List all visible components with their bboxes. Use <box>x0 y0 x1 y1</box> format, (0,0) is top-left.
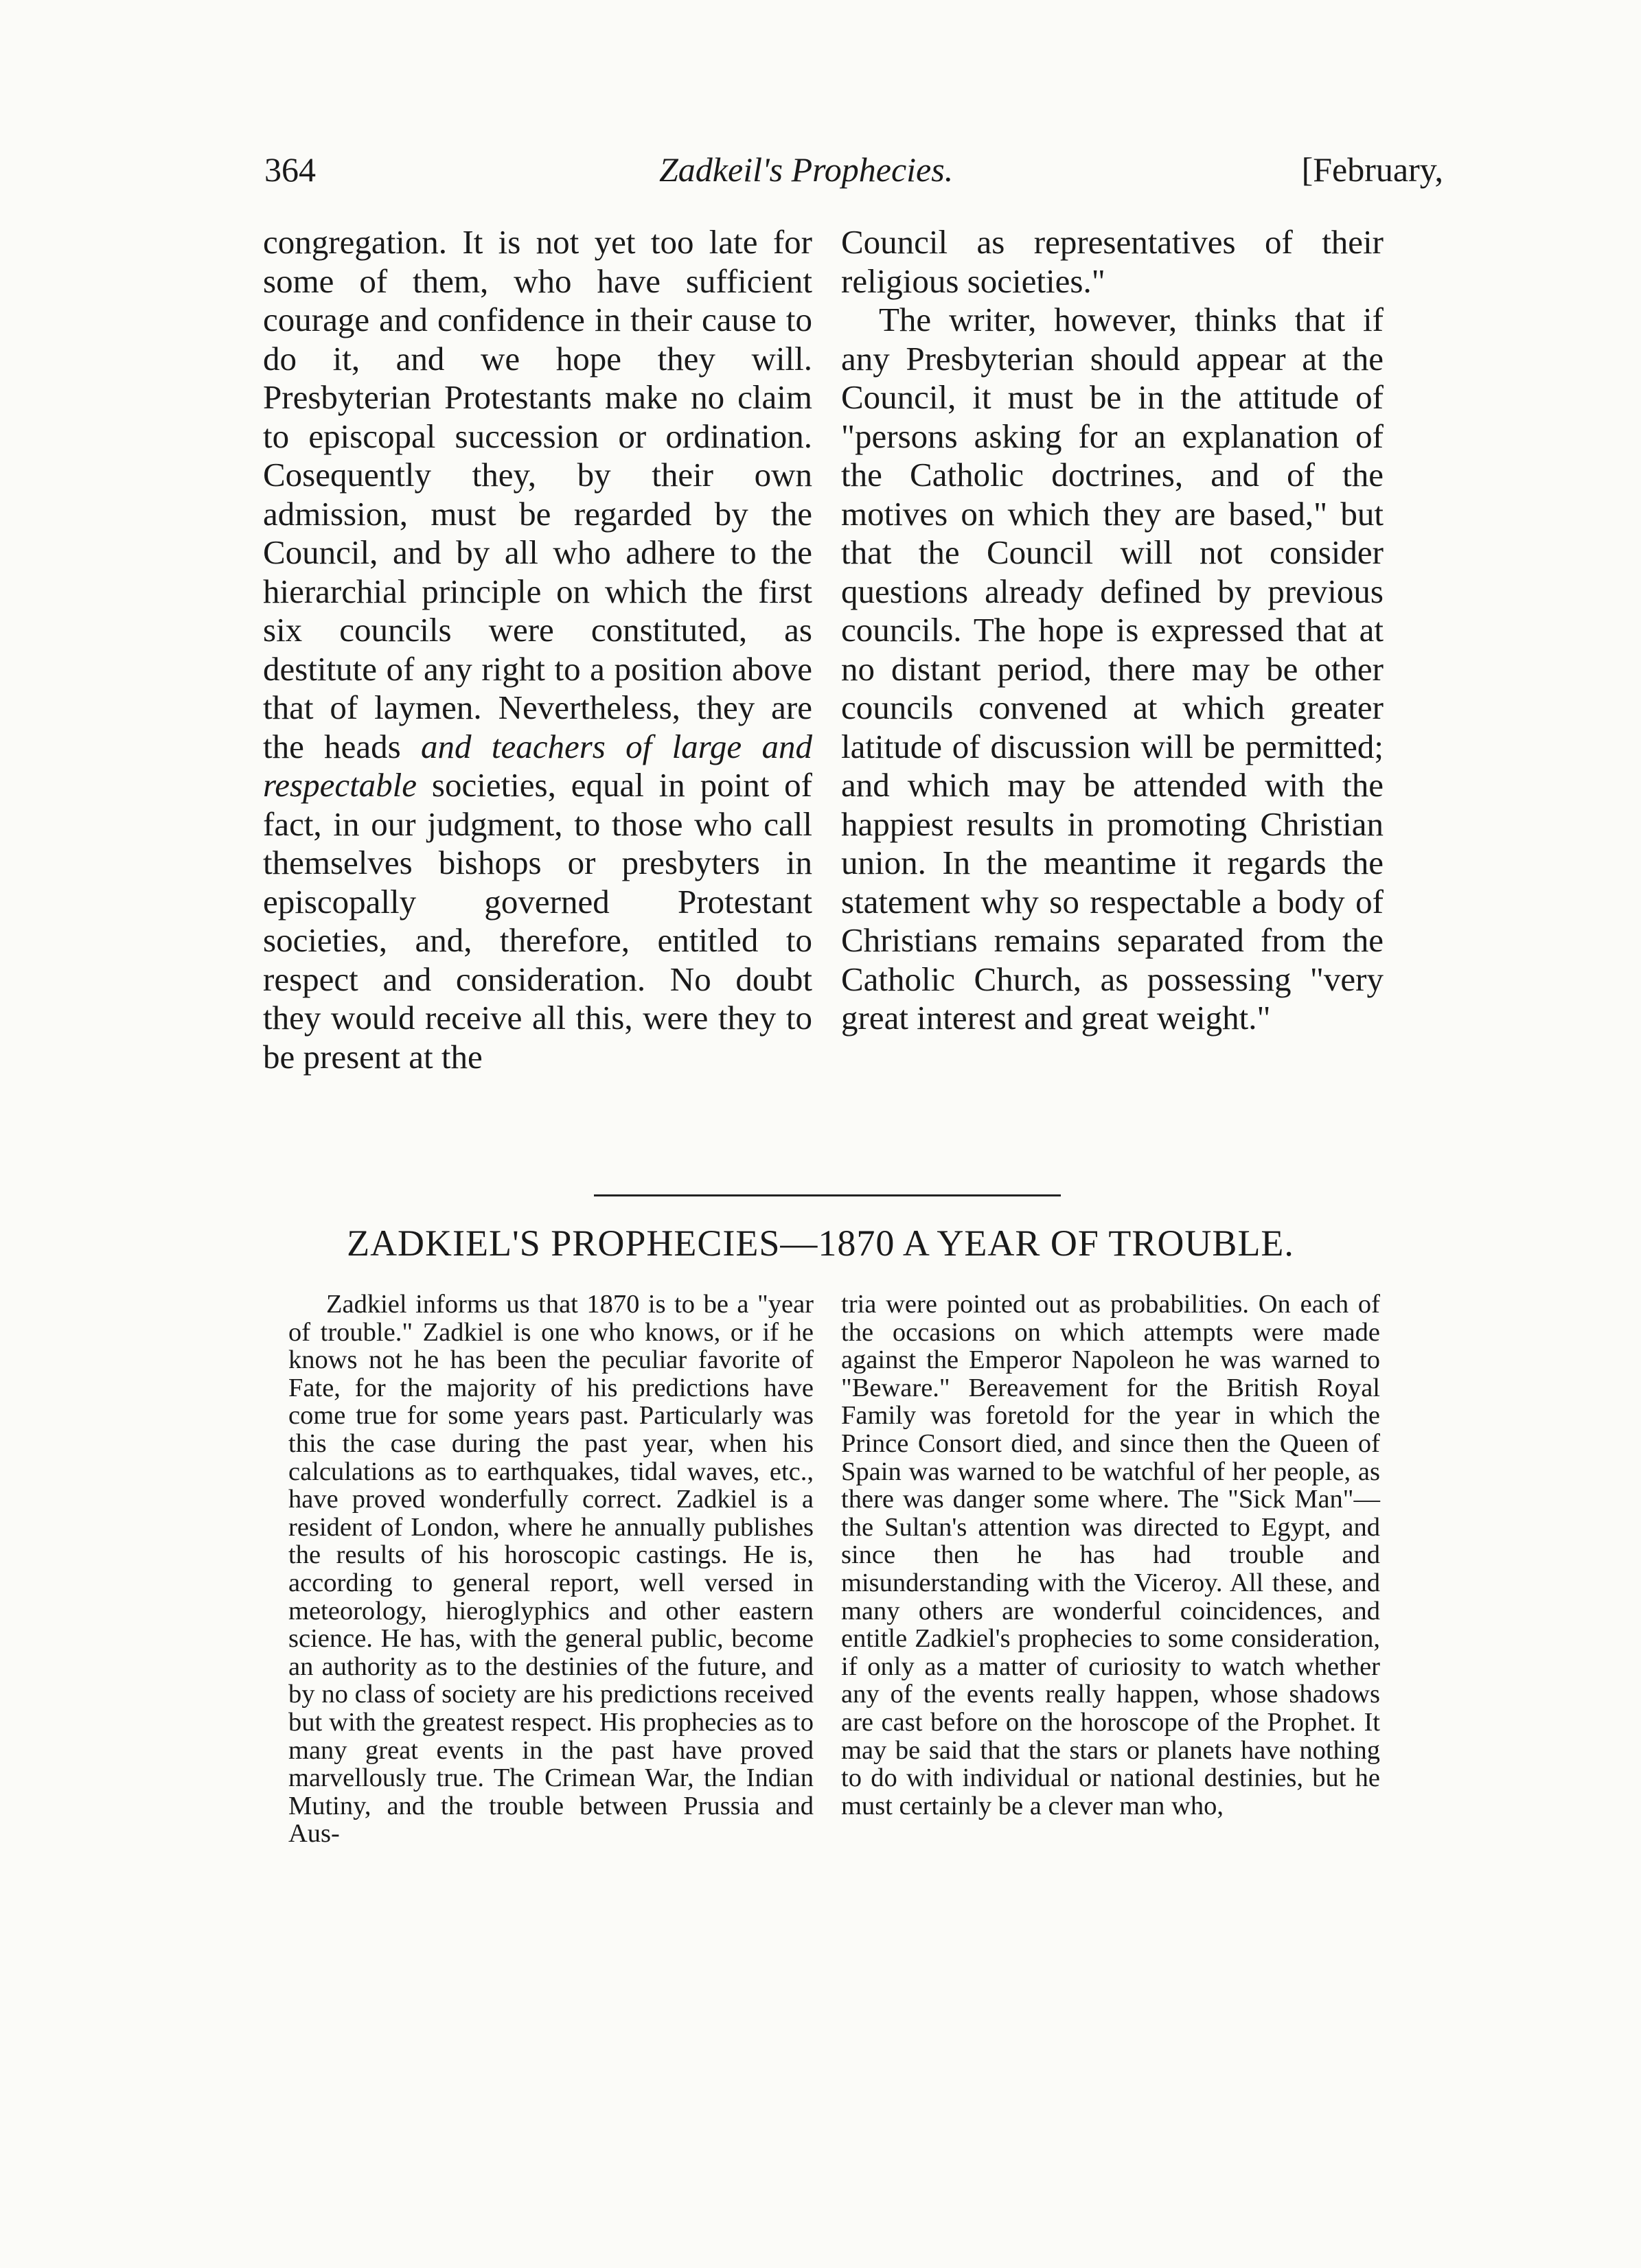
top-left-italic: and teachers of large and respectable <box>263 727 812 804</box>
article-left-column <box>288 1291 814 1848</box>
top-left-text-end: societies, equal in point of fact, in our judgment, to those who call themselves bishops or presbyters in episcopally governed Protestant societies, and, therefore, entitled to respect and consideration. No doubt they would receive all this, were they to be present at the <box>263 766 812 1076</box>
top-left-paragraph <box>263 223 812 1076</box>
article-left-paragraph: Zadkiel informs us that 1870 is to be a "year of trouble." Zadkiel is one who knows, or if he knows not he has been the peculiar favorite of Fate, for the majority of his predictions have come true for some years past. Particularly was this the case during the past year, when his calculations as to earthquakes, tidal waves, etc., have proved wonderfully correct. Zadkiel is a resident of London, where he annually publishes the results of his horoscopic castings. He is, according to general report, well versed in meteorology, hieroglyphics and other eastern science. He has, with the general public, become an authority as to the destinies of the future, and by no class of society are his predictions received but with the greatest respect. His prophecies as to many great events in the past have proved marvellously true. The Crimean War, the Indian Mutiny, and the trouble between Prussia and Aus- <box>288 1290 814 1849</box>
page-number: 364 <box>264 150 316 189</box>
section-divider <box>594 1194 1061 1196</box>
article-right-column <box>841 1291 1380 1820</box>
running-title: Zadkeil's Prophecies. <box>659 150 954 189</box>
top-left-column <box>263 223 812 1076</box>
top-right-paragraph-2: The writer, however, thinks that if any Presbyterian should appear at the Council, it must be in the attitude of "persons asking for an explanation of the Catholic doctrines, and of the motives on which they are based," but that the Council will not consider questions already defined by previous councils. The hope is expressed that at no distant period, there may be other councils convened at which greater latitude of discussion will be permitted; and which may be attended with the happiest results in promoting Christian union. In the meantime it regards the statement why so respectable a body of Christians remains separated from the Catholic Church, as possessing "very great interest and great weight." <box>841 301 1384 1037</box>
article-heading: ZADKIEL'S PROPHECIES—1870 A YEAR OF TROUBLE. <box>347 1223 1294 1264</box>
top-left-text: congregation. It is not yet too late for some of them, who have sufficient courage and confidence in their cause to do it, and we hope they will. Presbyterian Protestants make no claim to episcopal succession or ordination. Cosequently they, by their own admission, must be regarded by the Council, and by all who adhere to the hierarchial principle on which the first six councils were constituted, as destitute of any right to a position above that of laymen. Nevertheless, they are the heads <box>263 223 812 765</box>
top-right-column <box>841 223 1384 1038</box>
month-header: [February, <box>1301 150 1443 189</box>
top-right-paragraph-1: Council as representatives of their religious societies." <box>841 223 1384 300</box>
article-right-paragraph: tria were pointed out as probabilities. On each of the occasions on which attempts were made against the Emperor Napoleon he was warned to "Beware." Bereavement for the British Royal Family was foretold for the year in which the Prince Consort died, and since then the Queen of Spain was warned to be watchful of her people, as there was danger some where. The "Sick Man"—the Sultan's attention was directed to Egypt, and since then he has had trouble and misunderstanding with the Viceroy. All these, and many others are wonderful coincidences, and entitle Zadkiel's prophecies to some consideration, if only as a matter of curiosity to watch whether any of the events really happen, whose shadows are cast before on the horoscope of the Prophet. It may be said that the stars or planets have nothing to do with individual or national destinies, but he must certainly be a clever man who, <box>841 1290 1380 1820</box>
